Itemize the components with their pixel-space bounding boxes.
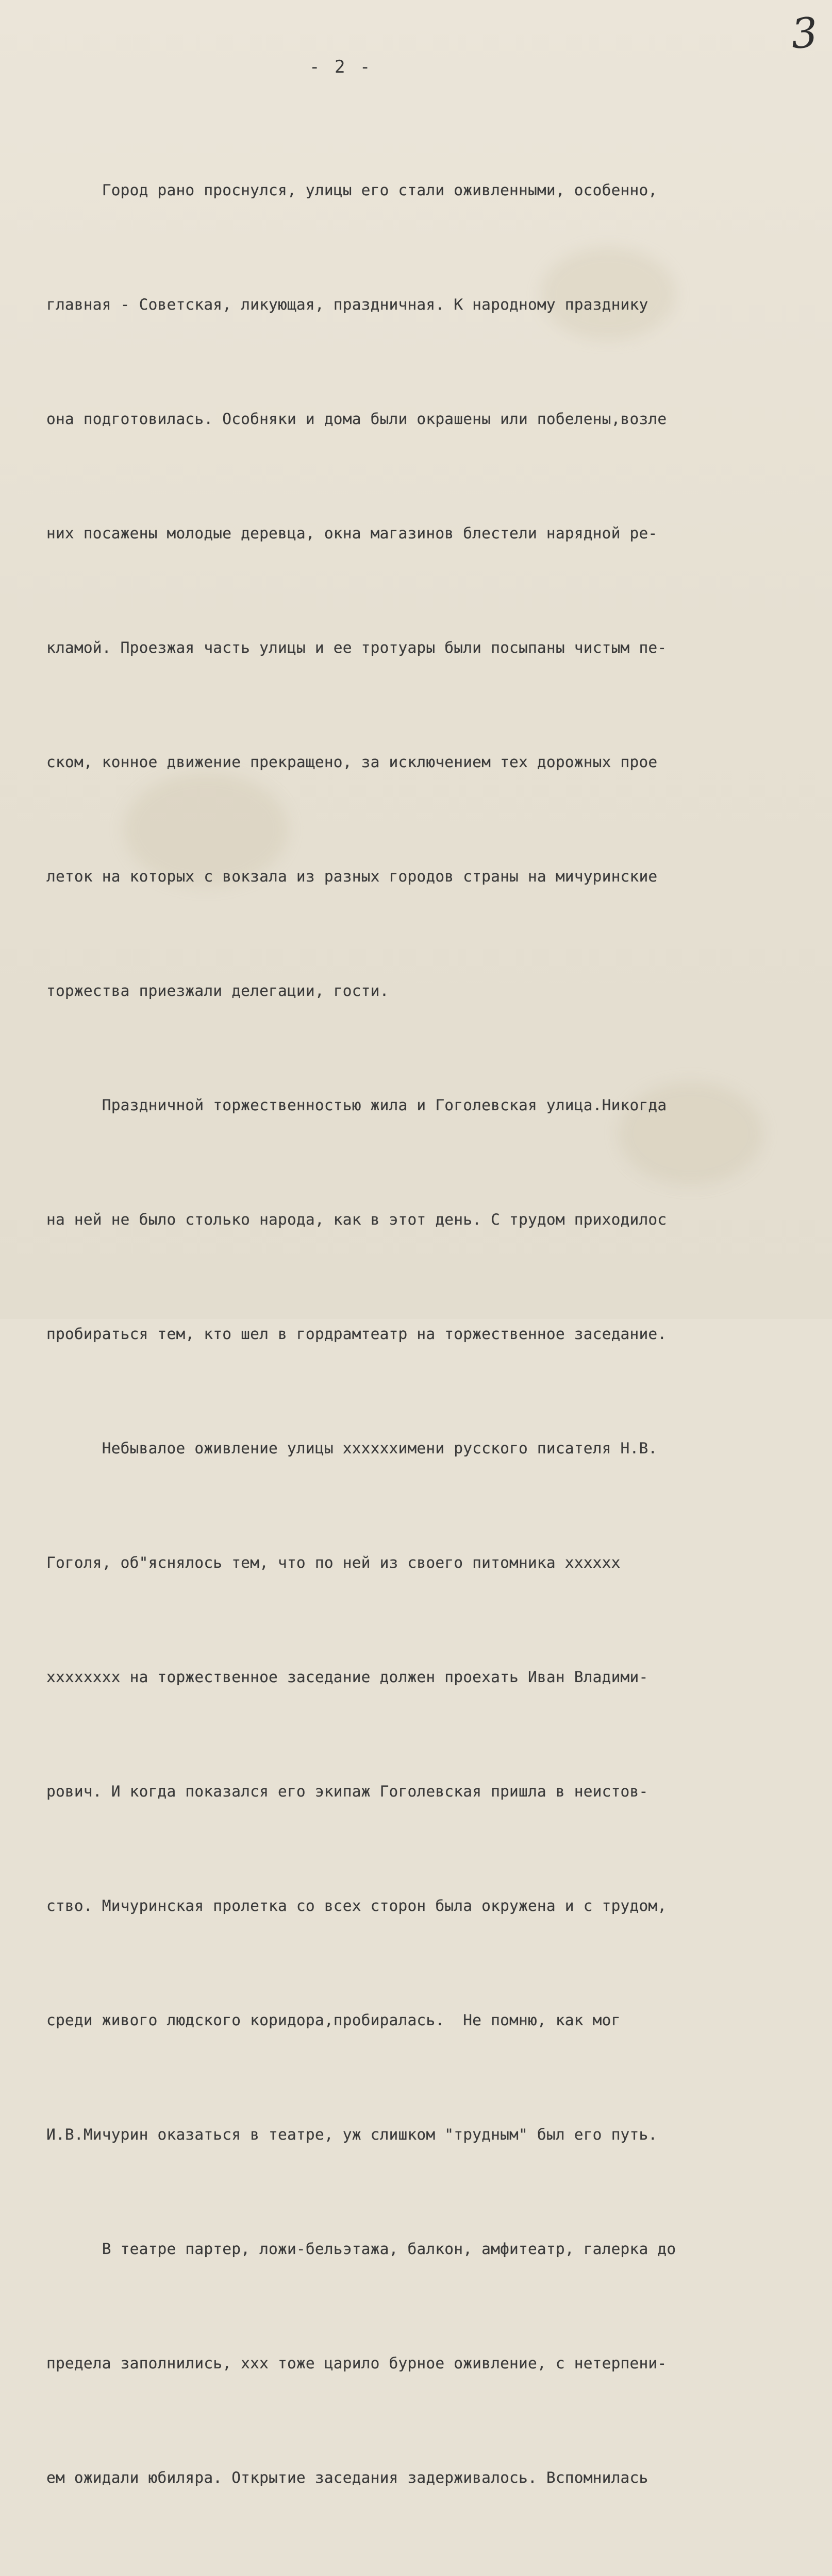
text-line: ем ожидали юбиляра. Открытие заседания задерживалось. Вспомнилась: [46, 2469, 648, 2486]
text-line: ство. Мичуринская пролетка со всех сторон была окружена и с трудом,: [46, 1897, 667, 1914]
text-line: [46, 2573, 830, 2576]
text-line: Небывалое оживление улицы ххххххимени русского писателя Н.В.: [46, 1439, 658, 1457]
text-line: Праздничной торжественностью жила и Гоголевская улица.Никогда: [46, 1096, 667, 1114]
text-line: среди живого людского коридора,пробиралась. Не помню, как мог: [46, 2011, 621, 2029]
archive-page-number: 3: [789, 8, 820, 58]
page-number: - 2 -: [309, 57, 373, 77]
text-line: В театре партер, ложи-бельэтажа, балкон, амфитеатр, галерка до: [46, 2240, 676, 2258]
text-line: пробираться тем, кто шел в гордрамтеатр на торжественное заседание.: [46, 1325, 667, 1343]
text-line: И.В.Мичурин оказаться в театре, уж слишком "трудным" был его путь.: [46, 2126, 658, 2143]
text-line: Город рано проснулся, улицы его стали оживленными, особенно,: [46, 181, 658, 199]
text-line: них посажены молодые деревца, окна магазинов блестели нарядной ре-: [46, 524, 658, 542]
text-line: хххххххх на торжественное заседание должен проехать Иван Владими-: [46, 1668, 648, 1686]
typewritten-text: [46, 95, 830, 2576]
text-line: рович. И когда показался его экипаж Гоголевская пришла в неистов-: [46, 1783, 648, 1800]
text-line: главная - Советская, ликующая, праздничная. К народному празднику: [46, 296, 648, 313]
text-line: ском, конное движение прекращено, за исключением тех дорожных прое: [46, 753, 658, 771]
text-line: кламой. Проезжая часть улицы и ее тротуары были посыпаны чистым пе-: [46, 639, 667, 656]
text-line: леток на которых с вокзала из разных городов страны на мичуринские: [46, 868, 658, 885]
text-line: Гоголя, об"яснялось тем, что по ней из своего питомника хххххх: [46, 1554, 621, 1571]
text-line: торжества приезжали делегации, гости.: [46, 982, 389, 999]
text-line: предела заполнились, ххх тоже царило бурное оживление, с нетерпени-: [46, 2354, 667, 2372]
text-line: на ней не было столько народа, как в этот день. С трудом приходилос: [46, 1211, 667, 1228]
text-line: она подготовилась. Особняки и дома были окрашены или побелены,возле: [46, 410, 667, 428]
